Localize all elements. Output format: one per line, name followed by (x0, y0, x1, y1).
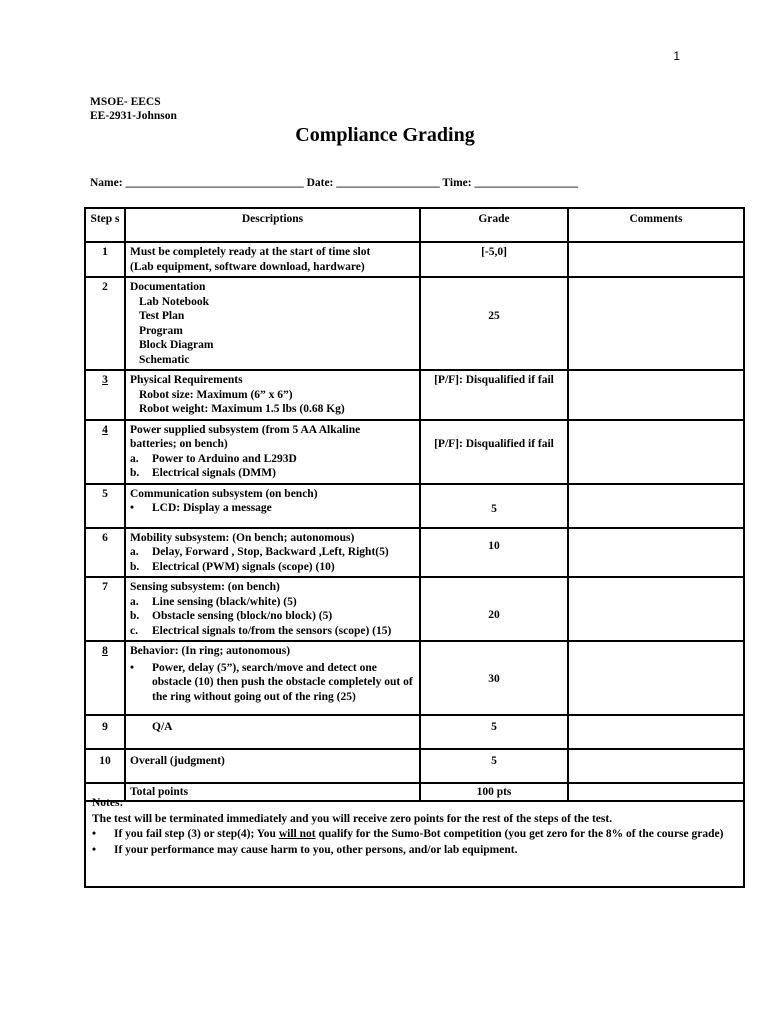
description-item (130, 624, 415, 639)
step-grade: 25 (420, 277, 568, 370)
bullet-text-pre: If you fail step (3) or step(4); You (114, 828, 279, 840)
bullet-icon: • (92, 843, 97, 856)
item-marker: b. (130, 610, 140, 622)
table-row (85, 749, 744, 783)
item-marker: c. (130, 624, 138, 637)
description-title: Mobility subsystem: (On bench; autonomous) (130, 531, 355, 544)
step-grade: 30 (420, 641, 568, 715)
table-row (85, 577, 744, 641)
comments-cell[interactable] (568, 370, 744, 420)
step-number: 10 (85, 749, 125, 783)
page-number: 1 (673, 49, 680, 63)
table-row (85, 370, 744, 420)
total-points: 100 pts (420, 783, 568, 801)
item-text: LCD: Display a message (152, 502, 272, 514)
header-comments: Comments (568, 208, 744, 242)
item-marker: a. (130, 452, 139, 465)
description-item (130, 661, 415, 705)
name-date-time-fields[interactable]: Name: _______________________________ Date: __________________ Time: __________________ (90, 177, 578, 189)
description-item: Robot weight: Maximum 1.5 lbs (0.68 Kg) (139, 403, 345, 415)
step-grade: [P/F]: Disqualified if fail (420, 370, 568, 420)
description-line: Power supplied subsystem (from 5 AA Alkaline (130, 423, 361, 436)
description-title: Physical Requirements (130, 374, 243, 386)
item-marker: b. (130, 467, 140, 479)
step-number: 4 (85, 420, 125, 484)
notes-bullet-text: If your performance may cause harm to you, other persons, and/or lab equipment. (114, 843, 518, 856)
bullet-icon: • (130, 661, 135, 674)
header-descriptions: Descriptions (125, 208, 420, 242)
step-description: Overall (judgment) (125, 749, 420, 783)
comments-cell[interactable] (568, 277, 744, 370)
description-title: Communication subsystem (on bench) (130, 487, 318, 500)
step-description (125, 370, 420, 420)
description-item (130, 452, 415, 467)
total-label: Total points (125, 783, 420, 801)
table-row (85, 715, 744, 749)
step-grade: 10 (420, 528, 568, 578)
item-text: Power, delay (5”), search/move and detect one obstacle (10) then push the obstacle completely out of the ring without going out of the ring (25) (152, 661, 413, 703)
notes-box (84, 793, 745, 888)
grading-table (84, 207, 745, 802)
description-item: Block Diagram (139, 339, 214, 351)
description-line: Must be completely ready at the start of time slot (130, 246, 371, 258)
comments-cell[interactable] (568, 715, 744, 749)
bullet-text-post: qualify for the Sumo-Bot competition (you get zero for the 8% of the course grade) (315, 828, 724, 840)
comments-cell[interactable] (568, 420, 744, 484)
item-text: Line sensing (black/white) (5) (152, 595, 297, 608)
notes-line: The test will be terminated immediately and you will receive zero points for the rest of the steps of the test. (92, 812, 613, 825)
bullet-icon: • (92, 828, 97, 840)
page-title: Compliance Grading (295, 124, 475, 146)
step-description (125, 484, 420, 528)
table-row (85, 484, 744, 528)
comments-cell[interactable] (568, 641, 744, 715)
comments-cell[interactable] (568, 242, 744, 277)
step-number: 7 (85, 577, 125, 641)
course-header (90, 95, 177, 123)
step-number: 2 (85, 277, 125, 370)
table-row (85, 641, 744, 715)
comments-cell[interactable] (568, 577, 744, 641)
step-description (125, 242, 420, 277)
table-row (85, 277, 744, 370)
step-grade: 5 (420, 484, 568, 528)
notes-bullet (92, 827, 737, 843)
description-item (130, 545, 415, 560)
description-item (130, 560, 415, 575)
description-item: Robot size: Maximum (6” x 6”) (139, 388, 293, 401)
description-title: Behavior: (In ring; autonomous) (130, 645, 291, 657)
comments-cell[interactable] (568, 749, 744, 783)
header-step: Step s (85, 208, 125, 242)
description-item: Test Plan (139, 310, 185, 322)
step-description (125, 577, 420, 641)
header-grade: Grade (420, 208, 568, 242)
description-item (130, 501, 415, 516)
step-description (125, 528, 420, 578)
description-line: batteries; on bench) (130, 438, 228, 450)
step-number: 1 (85, 242, 125, 277)
step-description: Q/A (125, 715, 420, 749)
description-line: (Lab equipment, software download, hardware) (130, 260, 365, 273)
item-text: Obstacle sensing (block/no block) (5) (152, 610, 333, 622)
description-item: Schematic (139, 353, 190, 366)
comments-cell[interactable] (568, 484, 744, 528)
notes-bullet (92, 843, 737, 859)
item-text: Delay, Forward , Stop, Backward ,Left, Right(5) (152, 546, 389, 558)
step-grade: [-5,0] (420, 242, 568, 277)
description-item (130, 466, 415, 481)
step-description (125, 420, 420, 484)
description-title: Documentation (130, 281, 206, 293)
description-item (130, 609, 415, 624)
notes-bullet-text (114, 827, 723, 843)
bullet-text-underlined: will not (278, 828, 316, 840)
step-grade: 5 (420, 715, 568, 749)
department-label: MSOE- EECS (90, 96, 161, 108)
item-text: Electrical signals to/from the sensors (scope) (15) (152, 624, 392, 637)
bullet-icon: • (130, 502, 135, 514)
step-number: 5 (85, 484, 125, 528)
table-header-row (85, 208, 744, 242)
item-marker: a. (130, 546, 139, 558)
item-marker: a. (130, 595, 139, 608)
step-grade: [P/F]: Disqualified if fail (420, 420, 568, 484)
table-row (85, 242, 744, 277)
item-text: Power to Arduino and L293D (152, 452, 297, 465)
course-label: EE-2931-Johnson (90, 110, 177, 122)
description-item: Program (139, 324, 183, 337)
step-number: 6 (85, 528, 125, 578)
item-text: Electrical signals (DMM) (152, 467, 276, 479)
step-description (125, 641, 420, 715)
description-title: Sensing subsystem: (on bench) (130, 581, 280, 593)
step-grade: 5 (420, 749, 568, 783)
step-description (125, 277, 420, 370)
step-number: 8 (85, 641, 125, 715)
description-item: Lab Notebook (139, 295, 209, 308)
comments-cell[interactable] (568, 528, 744, 578)
step-number: 9 (85, 715, 125, 749)
step-grade: 20 (420, 577, 568, 641)
item-text: Electrical (PWM) signals (scope) (10) (152, 560, 335, 573)
item-marker: b. (130, 560, 140, 573)
table-row (85, 528, 744, 578)
step-number: 3 (85, 370, 125, 420)
table-row (85, 420, 744, 484)
description-item (130, 595, 415, 610)
notes-label: Notes: (92, 797, 124, 809)
